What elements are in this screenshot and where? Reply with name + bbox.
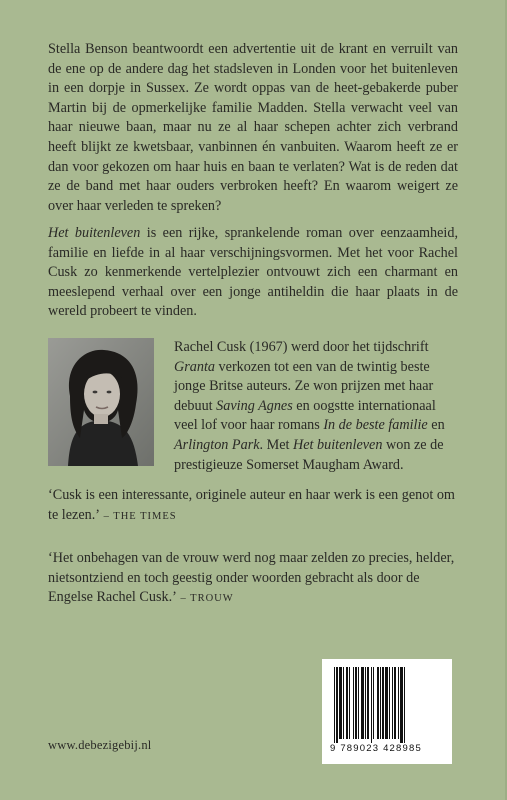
barcode-bar (382, 667, 384, 739)
barcode-bar (394, 667, 396, 739)
barcode-bar (392, 667, 393, 739)
barcode-bar (398, 667, 399, 739)
bio-arlington-park: Arlington Park (174, 436, 260, 453)
barcode-bar (353, 667, 354, 739)
barcode-bar (334, 667, 335, 743)
bio-text-6: won ze de prestigieuze Somerset Maugham Award. (174, 436, 444, 473)
publisher-website[interactable]: www.debezigebij.nl (48, 738, 152, 752)
barcode-bar (355, 667, 357, 739)
bio-text-1: Rachel Cusk (1967) werd door het tijdschrift (174, 339, 429, 355)
barcode-bar (361, 667, 364, 739)
barcode-bar (385, 667, 388, 739)
bio-saving-agnes: Saving Agnes (216, 397, 293, 414)
barcode-bar (377, 667, 379, 739)
barcode-bars (332, 667, 442, 743)
blurb-paragraph-2 (48, 224, 458, 322)
barcode-bar (339, 667, 342, 739)
barcode-bar (373, 667, 374, 739)
book-title-italic: Het buitenleven (48, 225, 141, 241)
barcode-bar (358, 667, 359, 739)
quote-text: ‘Cusk is een interessante, originele auteur en haar werk is een genot om te lezen.’ (48, 487, 455, 523)
barcode-bar (349, 667, 350, 739)
barcode-bar (336, 667, 338, 743)
barcode-bar (404, 667, 405, 743)
quote-source: – THE TIMES (99, 510, 177, 522)
barcode-bar (343, 667, 344, 739)
barcode-bar (371, 667, 372, 743)
bio-text-5: . Met (259, 436, 294, 453)
bio-het-buitenleven: Het buitenleven (293, 436, 383, 453)
author-photo (48, 338, 154, 466)
barcode-bar (389, 667, 390, 739)
barcode-bar (367, 667, 369, 739)
isbn-number: 9 789023 428985 (330, 743, 422, 754)
blurb-paragraph-2-text: is een rijke, sprankelende roman over eenzaamheid, familie en liefde in al haar verschijningsvormen. Met het voor Rachel Cusk zo kenmerkende vertelplezier ontvouwt zich een charmant en meeslepend verhaal over een jonge antiheldin die haar plaats in de wereld probeert te vinden. (48, 225, 459, 320)
bio-text-2: verkozen tot een van de twintig beste jonge Britse auteurs. Ze won prijzen met haar debuut (174, 358, 434, 414)
review-quote-times (48, 486, 460, 526)
bio-granta: Granta (174, 358, 215, 375)
bio-text-4: en (427, 417, 445, 434)
barcode (322, 659, 452, 764)
review-quote-trouw (48, 549, 460, 609)
author-bio (174, 338, 460, 475)
quote-source: – TROUW (176, 593, 234, 605)
barcode-bar (365, 667, 366, 739)
quote-text: ‘Het onbehagen van de vrouw werd nog maar zelden zo precies, helder, nietsontziend en toch geestig onder woorden gebracht als door de Engelse Rachel Cusk.’ (48, 550, 455, 606)
author-portrait-photo (48, 338, 154, 466)
barcode-bar (380, 667, 381, 739)
bio-text-3: en oogstte internationaal veel lof voor haar romans (174, 397, 436, 434)
barcode-bar (346, 667, 348, 739)
bio-in-de-beste-familie: In de beste familie (323, 417, 428, 434)
blurb-paragraph-1: Stella Benson beantwoordt een advertentie uit de krant en verruilt van de ene op de andere dag het stadsleven in Londen voor het buitenleven in een dorpje in Sussex. Ze wordt oppas van de heet-gebakerde puber Martin bij de opmerkelijke familie Madden. Stella verwacht veel van haar nieuwe baan, maar nu ze al haar schepen achter zich verbrand heeft blijkt ze kwetsbaar, vanbinnen én vanbuiten. Waarom heeft ze er dan voor gekozen om haar huis en baan te verlaten? Wat is de reden dat ze de band met haar ouders verbroken heeft? En waarom weigert ze over haar verleden te spreken? (48, 41, 458, 214)
barcode-bar (400, 667, 403, 743)
